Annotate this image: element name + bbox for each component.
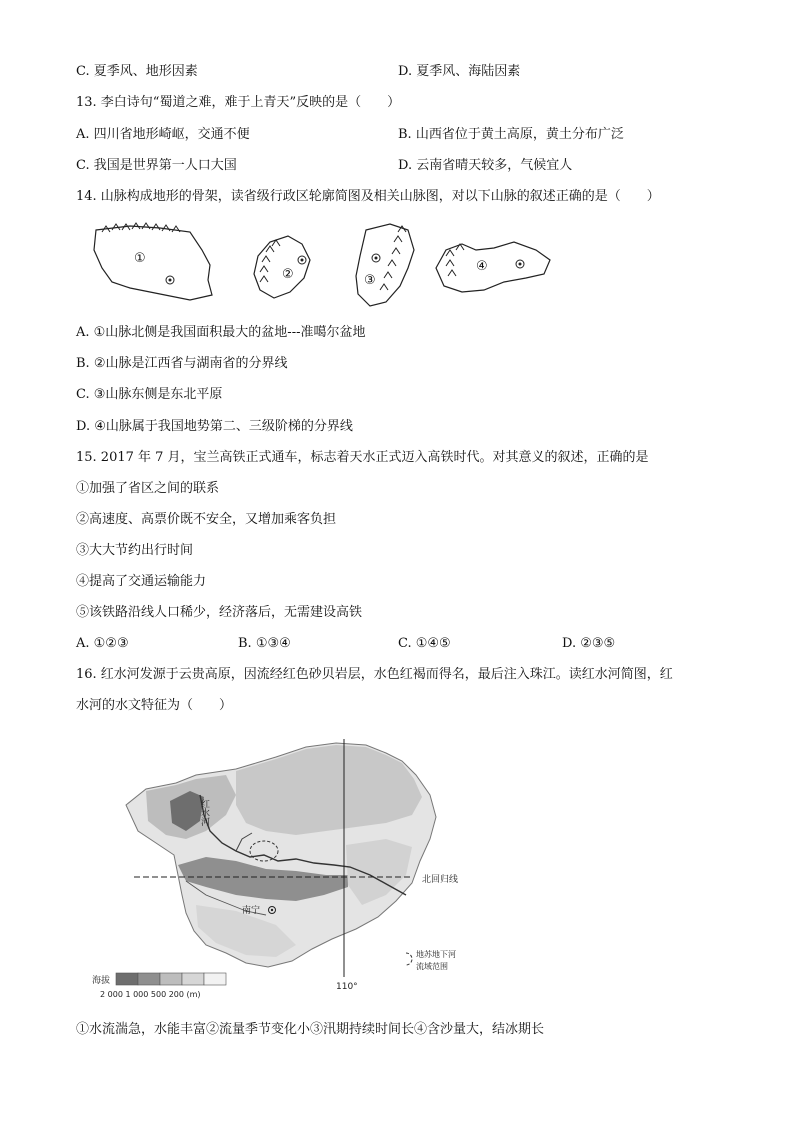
q14-option-c: C. ③山脉东侧是东北平原: [76, 387, 223, 402]
q15-item-4: ④提高了交通运输能力: [76, 574, 207, 589]
q16-items: ①水流湍急，水能丰富②流量季节变化小③汛期持续时间长④含沙量大，结冰期长: [76, 1022, 545, 1037]
map-longitude-label: 110°: [336, 982, 358, 992]
q13-option-a: A. 四川省地形崎岖，交通不便: [76, 127, 250, 142]
figure-label-4: ④: [476, 259, 488, 274]
q12-option-d: D. 夏季风、海陆因素: [398, 64, 521, 79]
figure-label-3: ③: [364, 273, 376, 288]
q15-stem: 15. 2017 年 7 月，宝兰高铁正式通车，标志着天水正式迈入高铁时代。对其意义的叙述，正确的是: [76, 450, 649, 465]
q16-stem-line1: 16. 红水河发源于云贵高原，因流经红色砂贝岩层，水色红褐而得名，最后注入珠江。读红水河简图，红: [76, 667, 673, 682]
map-river-label: 红水河: [199, 799, 209, 826]
q15-item-2: ②高速度、高票价既不安全，又增加乘客负担: [76, 512, 337, 527]
legend-area-line1: 地苏地下河: [416, 950, 456, 959]
map-tropic-label: 北回归线: [422, 875, 459, 885]
q16-stem-line2: 水河的水文特征为（ ）: [76, 698, 233, 713]
q15-item-5: ⑤该铁路沿线人口稀少，经济落后，无需建设高铁: [76, 605, 363, 620]
q15-option-c: C. ①④⑤: [398, 636, 451, 651]
figure-label-2: ②: [282, 267, 294, 282]
q12-option-c: C. 夏季风、地形因素: [76, 64, 198, 79]
q14-option-a: A. ①山脉北侧是我国面积最大的盆地---准噶尔盆地: [76, 325, 366, 340]
q15-option-d: D. ②③⑤: [562, 636, 616, 651]
q13-option-c: C. 我国是世界第一人口大国: [76, 158, 237, 173]
legend-values: 2 000 1 000 500 200 (m): [100, 990, 201, 999]
hongshui-river-map: [86, 735, 466, 1000]
figure-label-1: ①: [134, 251, 146, 266]
map-city-label: 南宁: [242, 906, 261, 916]
q14-stem: 14. 山脉构成地形的骨架，读省级行政区轮廓简图及相关山脉图，对以下山脉的叙述正确的是（ ）: [76, 189, 660, 204]
q14-option-b: B. ②山脉是江西省与湖南省的分界线: [76, 356, 288, 371]
q14-option-d: D. ④山脉属于我国地势第二、三级阶梯的分界线: [76, 419, 353, 434]
q15-option-a: A. ①②③: [76, 636, 129, 651]
q15-item-1: ①加强了省区之间的联系: [76, 481, 220, 496]
legend-title: 海拔: [92, 976, 111, 986]
q15-option-b: B. ①③④: [238, 636, 291, 651]
q13-option-b: B. 山西省位于黄土高原，黄土分布广泛: [398, 127, 624, 142]
q13-stem: 13. 李白诗句“蜀道之难，难于上青天”反映的是（ ）: [76, 95, 401, 110]
province-outline-figure: [90, 220, 560, 310]
q13-option-d: D. 云南省晴天较多，气候宜人: [398, 158, 573, 173]
q15-item-3: ③大大节约出行时间: [76, 543, 194, 558]
legend-area-line2: 流域范围: [416, 962, 448, 971]
